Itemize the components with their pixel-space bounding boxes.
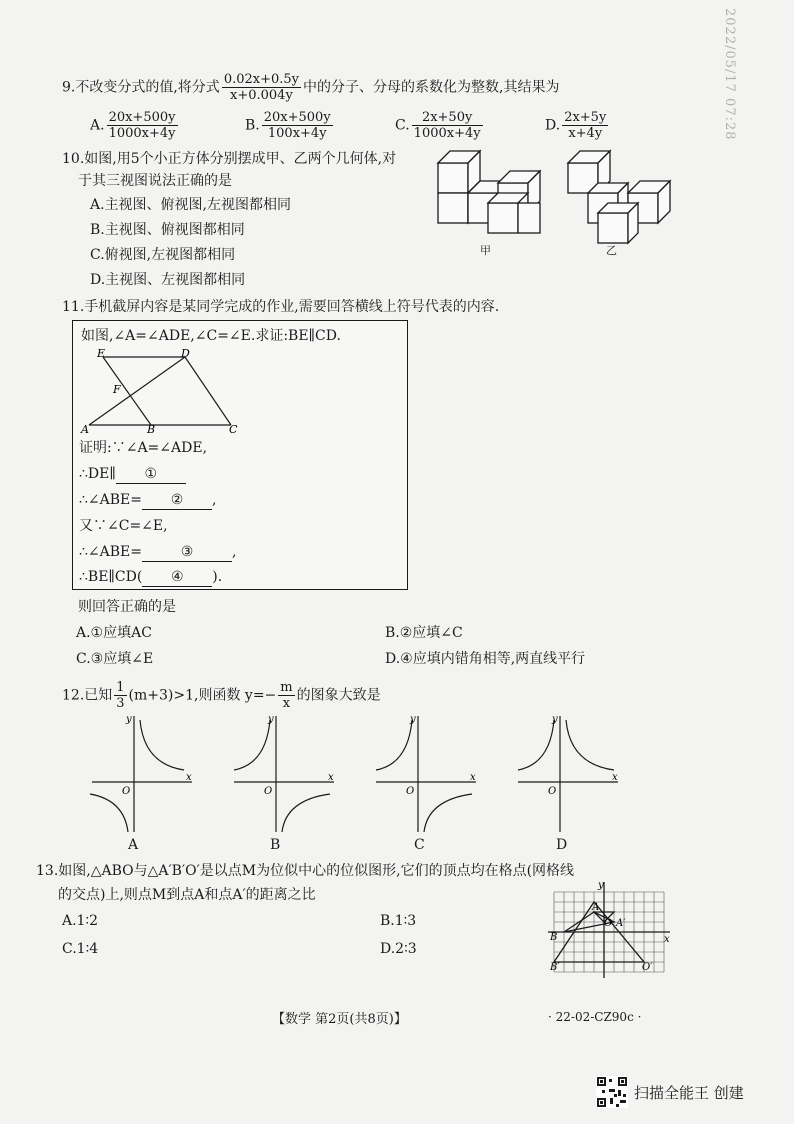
svg-text:y: y	[268, 714, 274, 725]
paper-code: · 22-02-CZ90c ·	[548, 1010, 642, 1024]
q9-frac-num: 0.02x+0.5y	[223, 72, 300, 87]
q13-option-b: B.1∶3	[380, 913, 417, 929]
svg-text:x: x	[186, 772, 192, 783]
q13-option-d: D.2∶3	[380, 941, 417, 957]
page-footer: 【数学 第2页(共8页)】	[272, 1012, 407, 1027]
svg-text:O: O	[122, 786, 131, 797]
graph-label-a: A	[128, 837, 139, 853]
figure-label-jia: 甲	[480, 244, 491, 257]
proof-line-4: 又∵∠C=∠E,	[79, 518, 168, 534]
graph-label-c: C	[414, 837, 425, 853]
q11-given: 如图,∠A=∠ADE,∠C=∠E.求证:BE∥CD.	[81, 328, 341, 344]
q9-stem-a: 9.不改变分式的值,将分式	[62, 79, 220, 96]
q10-option-b: B.主视图、俯视图都相同	[90, 222, 245, 238]
graph-label-d: D	[556, 837, 568, 853]
cube-figure-yi	[566, 145, 676, 245]
q9-option-c: C. $\frac{2x+50y}{1000x+4y}$	[395, 110, 481, 141]
q11-question: 则回答正确的是	[78, 599, 176, 615]
q11-option-a: A.①应填AC	[76, 625, 152, 641]
blank-4: ④	[142, 568, 212, 587]
proof-line-5: ∴∠ABE= ③ ,	[79, 544, 237, 560]
graph-b	[230, 712, 338, 836]
q11-stem: 11.手机截屏内容是某同学完成的作业,需要回答横线上符号代表的内容.	[62, 299, 500, 315]
blank-3: ③	[142, 543, 232, 562]
svg-text:O′: O′	[642, 962, 653, 973]
svg-text:O: O	[548, 786, 557, 797]
cube-figure-jia	[436, 145, 546, 245]
svg-text:x: x	[470, 772, 476, 783]
svg-text:x: x	[612, 772, 618, 783]
q9-option-b: B. $\frac{20x+500y}{100x+4y}$	[245, 110, 331, 141]
point-label-E: E	[97, 349, 106, 360]
graph-d	[514, 712, 622, 836]
blank-1: ①	[116, 465, 186, 484]
proof-line-2: ∴DE∥ ①	[79, 465, 186, 484]
point-label-B: B	[147, 423, 156, 433]
svg-text:y: y	[552, 714, 558, 725]
q10-line2: 于其三视图说法正确的是	[78, 173, 232, 189]
q13-line1: 13.如图,△ABO与△A′B′O′是以点M为位似中心的位似图形,它们的顶点均在格点(网格线	[36, 863, 575, 879]
svg-text:y: y	[598, 880, 604, 891]
q9-frac-den: x+0.004y	[230, 88, 293, 103]
q12-stem: 12.已知 $\frac{1}{3}$ (m+3)>1,则函数 y=− $\frac{m}{x}$ 的图象大致是	[62, 680, 381, 711]
point-label-A: A	[81, 423, 89, 433]
q13-line2: 的交点)上,则点M到点A和点A′的距离之比	[58, 887, 316, 903]
point-label-D: D	[181, 349, 190, 360]
svg-text:O: O	[264, 786, 273, 797]
graph-a	[88, 712, 196, 836]
proof-line-1: 证明:∵∠A=∠ADE,	[79, 440, 208, 456]
q9-option-d: D. $\frac{2x+5y}{x+4y}$	[545, 110, 607, 141]
svg-text:B: B	[550, 932, 558, 943]
timestamp-watermark: 2022/05/17 07:28	[722, 8, 737, 141]
q11-option-c: C.③应填∠E	[76, 651, 154, 667]
qr-code-icon	[596, 1076, 628, 1108]
q9-fraction	[222, 72, 301, 103]
blank-2: ②	[142, 491, 212, 510]
svg-text:x: x	[328, 772, 334, 783]
svg-text:y: y	[126, 714, 132, 725]
scanner-brand-text: 扫描全能王 创建	[634, 1084, 744, 1102]
q13-option-a: A.1∶2	[62, 913, 99, 929]
point-label-C: C	[229, 423, 238, 433]
svg-text:y: y	[410, 714, 416, 725]
q13-option-c: C.1∶4	[62, 941, 99, 957]
svg-text:A′: A′	[616, 918, 626, 929]
q11-geometry-figure	[79, 349, 259, 433]
q9-option-a: A. $\frac{20x+500y}{1000x+4y}$	[90, 110, 176, 141]
svg-text:O: O	[406, 786, 415, 797]
proof-line-6: ∴BE∥CD( ④ ).	[79, 569, 223, 585]
graph-c	[372, 712, 480, 836]
svg-text:B′: B′	[550, 962, 560, 973]
q9-stem	[62, 72, 559, 103]
homework-screenshot-box	[72, 320, 408, 590]
q13-grid-figure	[546, 880, 676, 980]
q10-option-c: C.俯视图,左视图都相同	[90, 247, 236, 263]
figure-label-yi: 乙	[606, 244, 617, 257]
q10-option-a: A.主视图、俯视图,左视图都相同	[90, 197, 292, 213]
q11-option-b: B.②应填∠C	[385, 625, 463, 641]
point-label-F: F	[113, 383, 121, 396]
q9-stem-b: 中的分子、分母的系数化为整数,其结果为	[303, 79, 560, 96]
q10-line1: 10.如图,用5个小正方体分别摆成甲、乙两个几何体,对	[62, 151, 397, 167]
graph-label-b: B	[270, 837, 281, 853]
svg-text:O: O	[604, 918, 613, 929]
svg-text:x: x	[664, 934, 670, 945]
svg-text:A: A	[592, 902, 600, 913]
proof-line-3: ∴∠ABE= ② ,	[79, 492, 217, 508]
q11-option-d: D.④应填内错角相等,两直线平行	[385, 651, 586, 667]
q10-option-d: D.主视图、左视图都相同	[90, 272, 246, 288]
